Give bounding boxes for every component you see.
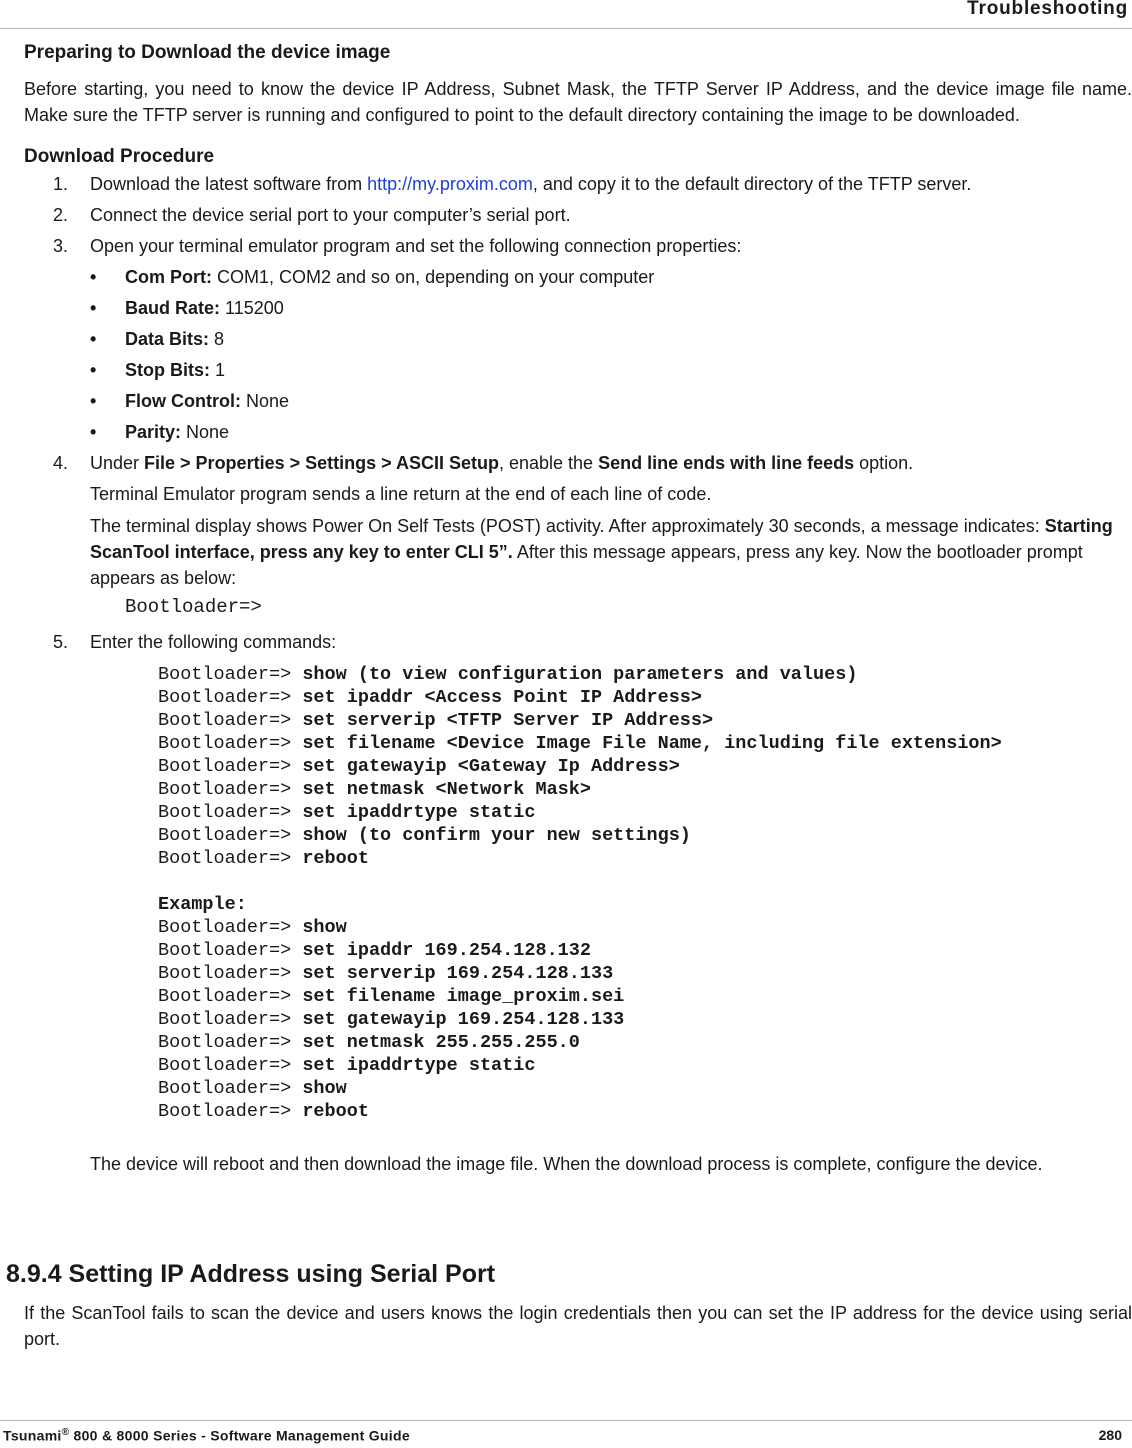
procedure-steps	[24, 171, 1132, 264]
step-text: Enter the following commands:	[90, 632, 337, 652]
command-prompt: Bootloader=>	[158, 710, 303, 731]
step-text: Under	[90, 453, 145, 473]
step-2	[24, 202, 1132, 233]
property-label: Data Bits:	[125, 329, 210, 349]
property-value: 8	[209, 329, 225, 349]
property-value: COM1, COM2 and so on, depending on your computer	[212, 267, 655, 287]
command-line	[158, 1100, 1132, 1123]
command-text: set netmask <Network Mask>	[302, 779, 591, 800]
command-line	[158, 962, 1132, 985]
proxim-link[interactable]: http://my.proxim.com	[367, 174, 533, 194]
step-text: Connect the device serial port to your computer’s serial port.	[90, 205, 571, 225]
guide-name: 800 & 8000 Series - Software Management Guide	[69, 1427, 410, 1444]
example-label: Example:	[158, 894, 247, 915]
menu-path: File > Properties > Settings > ASCII Setup	[144, 453, 499, 473]
step-number: 5.	[52, 632, 68, 652]
command-line	[158, 939, 1132, 962]
command-text: set gatewayip <Gateway Ip Address>	[302, 756, 680, 777]
command-line	[158, 778, 1132, 801]
command-prompt: Bootloader=>	[158, 687, 303, 708]
command-line	[158, 1008, 1132, 1031]
command-text: set serverip 169.254.128.133	[302, 963, 614, 984]
command-prompt: Bootloader=>	[158, 802, 303, 823]
command-line	[158, 709, 1132, 732]
bullet-icon: •	[90, 267, 97, 287]
prep-heading: Preparing to Download the device image	[24, 42, 391, 63]
property-value: None	[181, 422, 230, 442]
command-prompt: Bootloader=>	[158, 963, 303, 984]
property-label: Flow Control:	[125, 391, 241, 411]
command-list	[24, 663, 1132, 1123]
step-text: After this message appears, press any key. Now the bootloader prompt appears as below:	[90, 542, 1083, 588]
command-prompt: Bootloader=>	[158, 1032, 303, 1053]
cli-message: Starting ScanTool interface, press any key to enter CLI 5”.	[90, 516, 1113, 562]
page-number: 280	[1098, 1427, 1122, 1443]
step-4	[24, 450, 1132, 478]
bullet-icon: •	[90, 391, 97, 411]
step-1	[24, 171, 1132, 202]
step-text: option.	[854, 453, 914, 473]
property-stop-bits	[24, 357, 1132, 388]
command-prompt: Bootloader=>	[158, 940, 303, 961]
property-parity	[24, 419, 1132, 450]
property-label: Com Port:	[125, 267, 212, 287]
command-text: set filename image_proxim.sei	[302, 986, 625, 1007]
step-text: Download the latest software from	[90, 174, 368, 194]
command-line	[158, 1031, 1132, 1054]
property-label: Stop Bits:	[125, 360, 210, 380]
command-line	[158, 1077, 1132, 1100]
bullet-icon: •	[90, 422, 97, 442]
step-number: 2.	[52, 205, 68, 225]
section-title: 8.9.4 Setting IP Address using Serial Port	[6, 1260, 496, 1288]
section-paragraph: If the ScanTool fails to scan the device and users knows the login credentials then you can set the IP address for the device using serial port.	[24, 1303, 1132, 1349]
header-title: Troubleshooting	[967, 0, 1128, 19]
property-label: Baud Rate:	[125, 298, 221, 318]
command-prompt: Bootloader=>	[158, 1055, 303, 1076]
property-com-port	[24, 264, 1132, 295]
page-footer	[0, 1420, 1132, 1448]
command-text: set ipaddrtype static	[302, 1055, 536, 1076]
page-content	[24, 40, 1132, 1177]
bootloader-prompt: Bootloader=>	[125, 596, 262, 618]
bullet-icon: •	[90, 329, 97, 349]
command-line	[158, 916, 1132, 939]
property-baud-rate	[24, 295, 1132, 326]
registered-mark: ®	[61, 1427, 70, 1438]
step-number: 1.	[52, 174, 68, 194]
connection-properties	[24, 264, 1132, 450]
command-text: set ipaddr 169.254.128.132	[302, 940, 591, 961]
command-line	[158, 824, 1132, 847]
step-3	[24, 233, 1132, 264]
command-prompt: Bootloader=>	[158, 756, 303, 777]
step-text: The terminal display shows Power On Self Tests (POST) activity. After approximately 30 seconds, a message indicates:	[90, 516, 1045, 536]
step-4-note: Terminal Emulator program sends a line return at the end of each line of code.	[90, 484, 712, 504]
command-line	[158, 847, 1132, 870]
spacer	[158, 870, 1132, 893]
command-line	[158, 663, 1132, 686]
command-text: set gatewayip 169.254.128.133	[302, 1009, 625, 1030]
product-name: Tsunami	[3, 1427, 62, 1444]
command-prompt: Bootloader=>	[158, 986, 303, 1007]
command-prompt: Bootloader=>	[158, 779, 303, 800]
command-text: show (to view configuration parameters and values)	[302, 664, 858, 685]
step-number: 4.	[52, 453, 68, 473]
command-text: show	[302, 917, 347, 938]
step-5	[24, 629, 1132, 663]
command-prompt: Bootloader=>	[158, 733, 303, 754]
property-value: 1	[210, 360, 226, 380]
step-text: , enable the	[498, 453, 599, 473]
procedure-heading: Download Procedure	[24, 146, 215, 167]
footer-guide-title	[3, 1427, 410, 1444]
step-number: 3.	[52, 236, 68, 256]
command-text: set netmask 255.255.255.0	[302, 1032, 580, 1053]
command-line	[158, 801, 1132, 824]
prep-paragraph: Before starting, you need to know the device IP Address, Subnet Mask, the TFTP Server IP Address, and the device image file name. Make sure the TFTP server is running and configured to point to the default directory containing the image to be downloaded.	[24, 79, 1132, 125]
command-text: set ipaddrtype static	[302, 802, 536, 823]
command-line	[158, 1054, 1132, 1077]
step-4-description	[24, 513, 1132, 591]
property-flow-control	[24, 388, 1132, 419]
command-text: set ipaddr <Access Point IP Address>	[302, 687, 702, 708]
step-text: Open your terminal emulator program and set the following connection properties:	[90, 236, 742, 256]
command-prompt: Bootloader=>	[158, 664, 303, 685]
closing-paragraph: The device will reboot and then download the image file. When the download process is complete, configure the device.	[90, 1154, 1043, 1174]
command-prompt: Bootloader=>	[158, 1101, 303, 1122]
command-prompt: Bootloader=>	[158, 917, 303, 938]
command-prompt: Bootloader=>	[158, 1078, 303, 1099]
property-value: 115200	[220, 298, 284, 318]
page-header	[0, 0, 1132, 29]
command-line	[158, 686, 1132, 709]
bullet-icon: •	[90, 298, 97, 318]
command-prompt: Bootloader=>	[158, 848, 303, 869]
bullet-icon: •	[90, 360, 97, 380]
command-text: reboot	[302, 848, 369, 869]
command-line	[158, 732, 1132, 755]
command-line	[158, 755, 1132, 778]
command-text: show	[302, 1078, 347, 1099]
command-text: reboot	[302, 1101, 369, 1122]
option-name: Send line ends with line feeds	[598, 453, 855, 473]
command-text: set filename <Device Image File Name, including file extension>	[302, 733, 1002, 754]
command-text: set serverip <TFTP Server IP Address>	[302, 710, 714, 731]
property-data-bits	[24, 326, 1132, 357]
step-text: , and copy it to the default directory of the TFTP server.	[532, 174, 972, 194]
command-prompt: Bootloader=>	[158, 1009, 303, 1030]
command-prompt: Bootloader=>	[158, 825, 303, 846]
property-value: None	[240, 391, 290, 411]
property-label: Parity:	[125, 422, 182, 442]
command-line	[158, 985, 1132, 1008]
command-text: show (to confirm your new settings)	[302, 825, 691, 846]
